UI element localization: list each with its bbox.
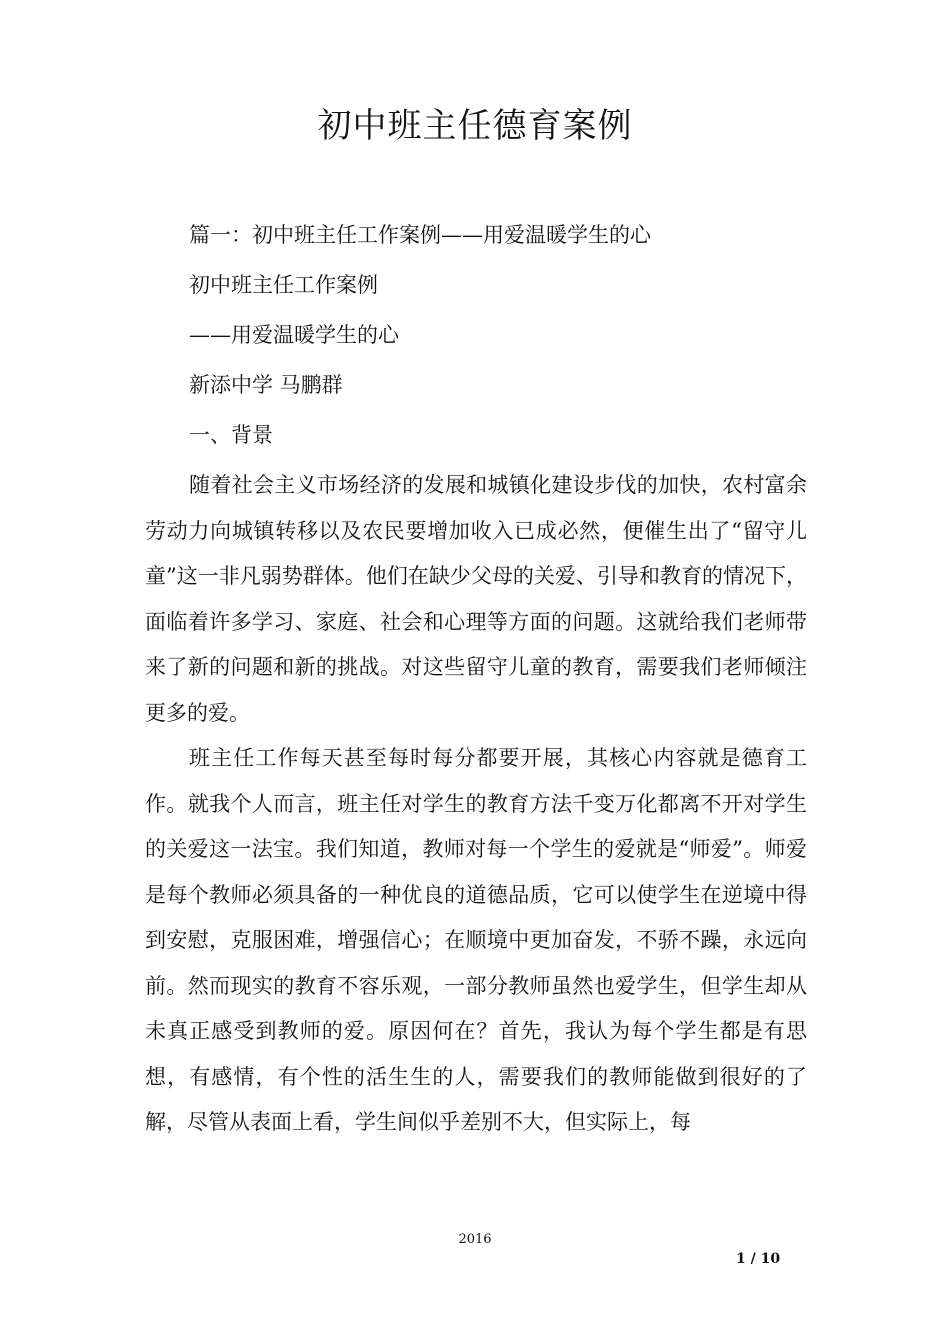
section-heading: 篇一：初中班主任工作案例——用爱温暖学生的心	[189, 223, 651, 247]
page-number: 1 / 10	[736, 1251, 781, 1267]
document-title: 初中班主任德育案例	[317, 106, 633, 146]
footer-year: 2016	[458, 1232, 492, 1247]
case-subtitle: ——用爱温暖学生的心	[189, 323, 399, 347]
case-title: 初中班主任工作案例	[189, 273, 378, 297]
author-line: 新添中学 马鹏群	[189, 373, 343, 397]
body-paragraph: 班主任工作每天甚至每时每分都要开展，其核心内容就是德育工作。就我个人而言，班主任对学生的教育方法千变万化都离不开对学生的关爱这一法宝。我们知道，教师对每一个学生的爱就是“师爱”。师爱是每个教师必须具备的一种优良的道德品质，它可以使学生在逆境中得到安慰，克服困难，增强信心；在顺境中更加奋发，不骄不躁，永远向前。然而现实的教育不容乐观，一部分教师虽然也爱学生，但学生却从未真正感受到教师的爱。原因何在？首先，我认为每个学生都是有思想，有感情，有个性的活生生的人，需要我们的教师能做到很好的了解，尽管从表面上看，学生间似乎差别不大，但实际上，每	[145, 746, 807, 1134]
body-paragraph: 随着社会主义市场经济的发展和城镇化建设步伐的加快，农村富余劳动力向城镇转移以及农民要增加收入已成必然，便催生出了“留守儿童”这一非凡弱势群体。他们在缺少父母的关爱、引导和教育的情况下，面临着许多学习、家庭、社会和心理等方面的问题。这就给我们老师带来了新的问题和新的挑战。对这些留守儿童的教育，需要我们老师倾注更多的爱。	[145, 473, 807, 725]
background-heading: 一、背景	[189, 423, 273, 447]
